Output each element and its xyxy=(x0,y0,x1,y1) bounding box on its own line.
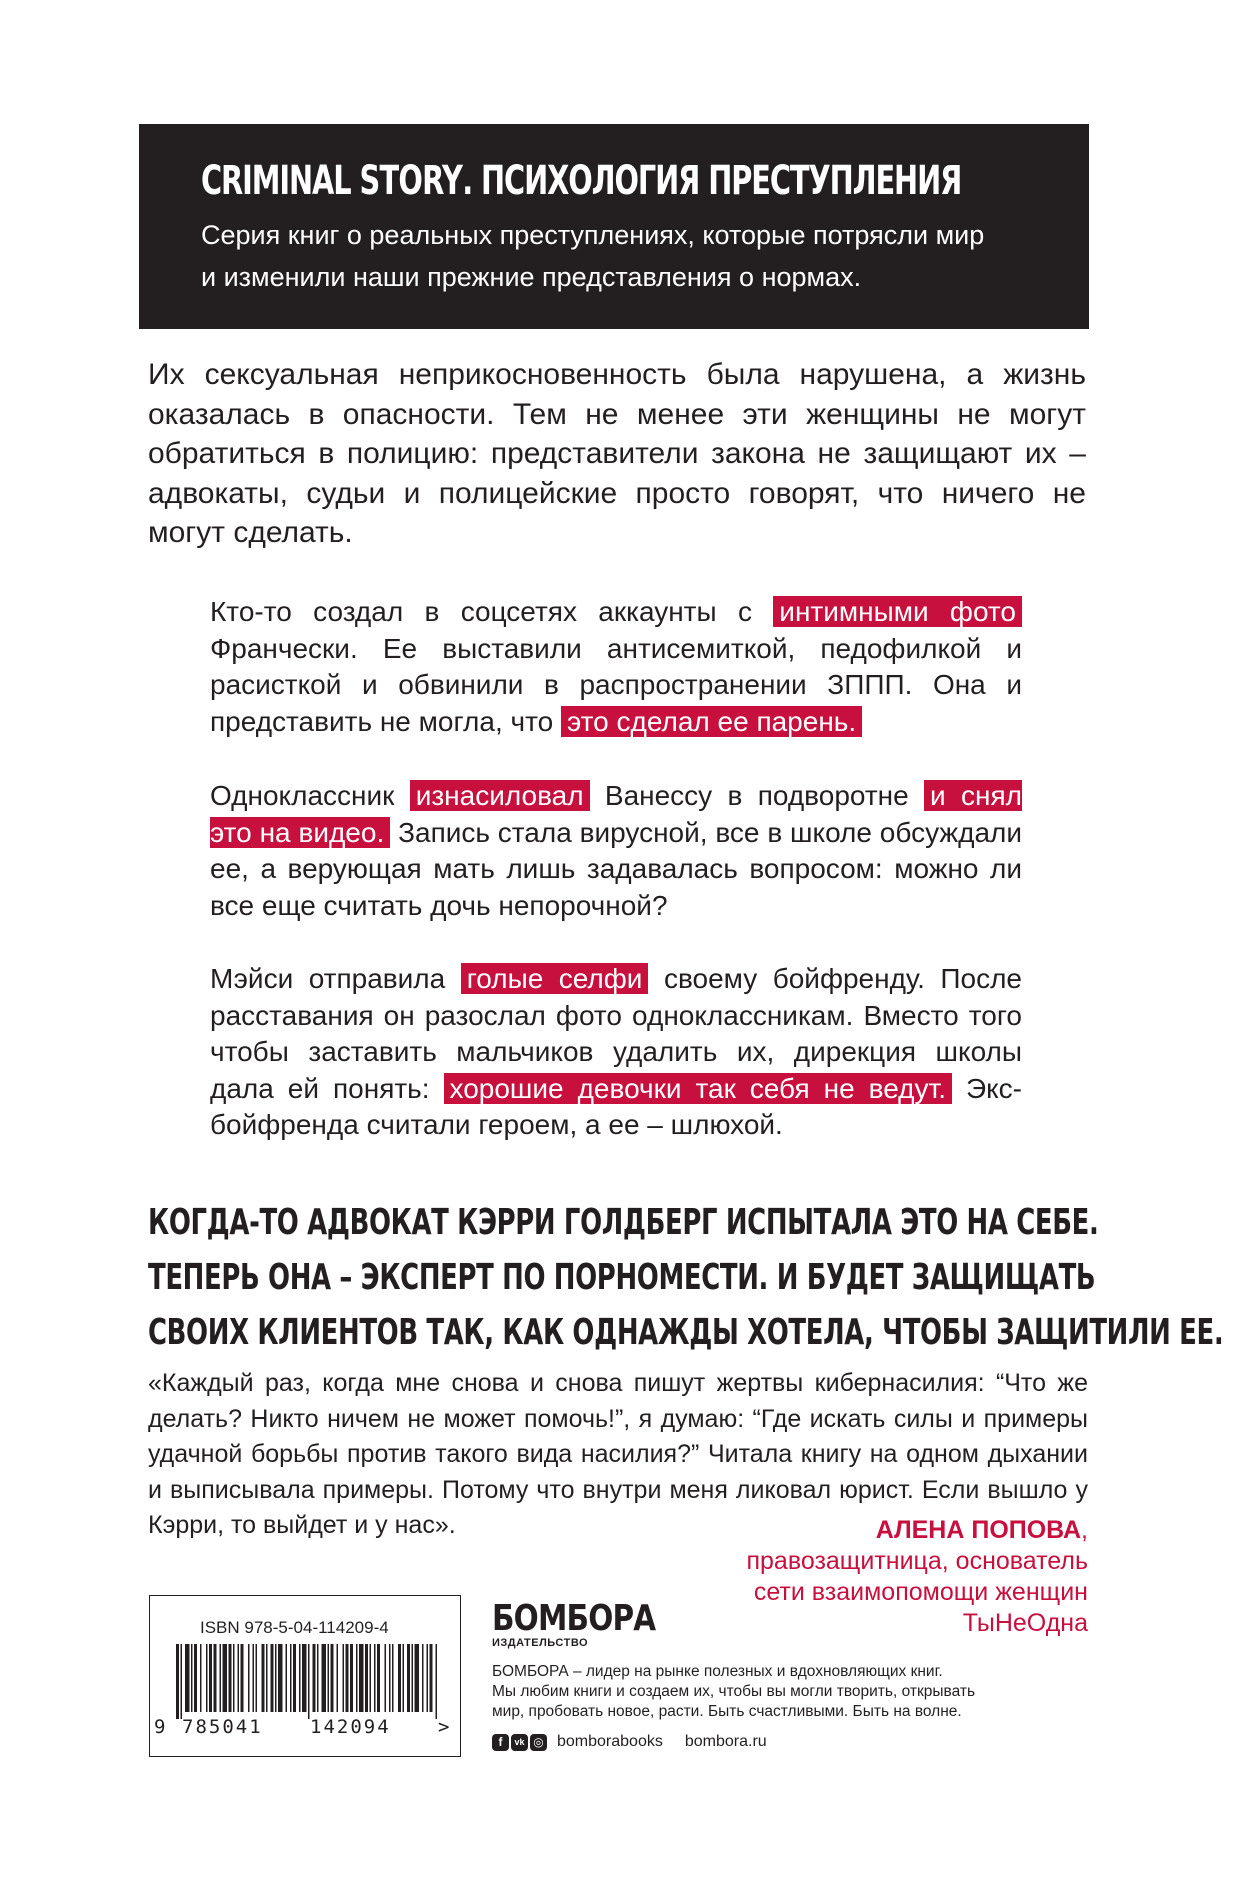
barcode-bar xyxy=(181,1644,183,1719)
attribution-name: АЛЕНА ПОПОВА xyxy=(875,1516,1082,1544)
barcode-bar xyxy=(436,1644,438,1719)
barcode-bar xyxy=(422,1644,424,1712)
barcode-bar xyxy=(220,1644,222,1712)
barcode-bar xyxy=(223,1644,228,1712)
barcode-bar xyxy=(398,1644,401,1712)
barcode-bar xyxy=(266,1644,268,1712)
barcode-bar xyxy=(343,1644,345,1712)
series-banner xyxy=(139,124,1089,329)
barcode-bars xyxy=(176,1644,438,1719)
barcode-bar xyxy=(248,1644,250,1712)
barcode-bar xyxy=(262,1644,265,1712)
barcode-bar xyxy=(290,1644,292,1712)
barcode-bar xyxy=(293,1644,296,1712)
highlight: голые селфи xyxy=(461,963,649,994)
barcode-bar xyxy=(385,1644,387,1712)
barcode-bar xyxy=(278,1644,283,1712)
barcode-bar xyxy=(359,1644,364,1712)
barcode-bar xyxy=(209,1644,212,1712)
story-maisie: Мэйси отправила голые селфи своему бойфренду. После расставания он разослал фото одноклассникам. Вместо того чтобы заставить мальчиков удалить их, дирекция школы дала ей понять: хорошие девочки так себя не ведут. Экс-бойфренда считали героем, а ее – шлюхой. xyxy=(210,963,1023,1140)
barcode-bar xyxy=(200,1644,202,1712)
social-handle[interactable]: bomborabooks xyxy=(557,1733,663,1750)
isbn-label: ISBN 978-5-04-114209-4 xyxy=(200,1618,389,1637)
barcode-bar xyxy=(271,1644,274,1712)
barcode-bar xyxy=(313,1644,316,1712)
barcode-bar xyxy=(275,1644,277,1712)
highlight: и снял это на видео. xyxy=(210,780,1022,848)
headline: КОГДА-ТО АДВОКАТ КЭРРИ ГОЛДБЕРГ ИСПЫТАЛА ЭТО НА СЕБЕ. ТЕПЕРЬ ОНА – ЭКСПЕРТ ПО ПОРНОМЕСТИ. И БУДЕТ ЗАЩИЩАТЬ СВОИХ КЛИЕНТОВ ТАК, КАК ОДНАЖДЫ ХОТЕЛА, ЧТОБЫ ЗАЩИТИЛИ ЕЕ. xyxy=(148,1202,1224,1353)
barcode-bar xyxy=(191,1644,193,1712)
barcode-bar xyxy=(427,1644,429,1712)
barcode-bar xyxy=(389,1644,391,1712)
quote-attribution: АЛЕНА ПОПОВА, правозащитница, основатель сети взаимопомощи женщин ТыНеОдна xyxy=(746,1516,1088,1637)
instagram-icon[interactable]: ◎ xyxy=(530,1734,547,1751)
barcode-bar xyxy=(302,1644,307,1712)
barcode-bar xyxy=(407,1644,410,1712)
series-title: CRIMINAL STORY. ПСИХОЛОГИЯ ПРЕСТУПЛЕНИЯ xyxy=(201,158,962,204)
testimonial-quote: «Каждый раз, когда мне снова и снова пишут жертвы кибернасилия: “Что же делать? Никто ничем не может помочь!”, я думаю: “Где искать силы и примеры удачной борьбы против такого вида насилия?” Читала книгу на одном дыхании и выписывала примеры. Потому что внутри меня ликовал юрист. Если вышло у Кэрри, то выйдет и у нас». xyxy=(148,1369,1088,1539)
intro-paragraph: Их сексуальная неприкосновенность была нарушена, а жизнь оказалась в опасности. Тем не менее эти женщины не могут обратиться в полицию: представители закона не защищают их – адвокаты, судьи и полицейские просто говорят, что ничего не могут сделать. xyxy=(148,358,1086,549)
publisher-subtitle: ИЗДАТЕЛЬСТВО xyxy=(492,1637,589,1649)
barcode-bar xyxy=(299,1644,301,1712)
barcode-bar xyxy=(308,1644,310,1719)
story-vanessa: Одноклассник изнасиловал Ванессу в подворотне и снял это на видео. Запись стала вирусной, все в школе обсуждали ее, а верующая мать лишь задавалась вопросом: можно ли все еще считать дочь непорочной? xyxy=(210,780,1023,921)
barcode-bar xyxy=(214,1644,217,1712)
publisher-logo: БОМБОРА xyxy=(492,1598,656,1639)
barcode-bar xyxy=(194,1644,197,1712)
barcode-bar xyxy=(403,1644,405,1712)
highlight: изнасиловал xyxy=(410,780,590,811)
website-link[interactable]: bombora.ru xyxy=(684,1733,767,1750)
barcode-bar xyxy=(176,1644,179,1719)
barcode-bar xyxy=(185,1644,190,1712)
barcode-bar xyxy=(253,1644,255,1712)
barcode-bar xyxy=(286,1644,288,1712)
highlight: это сделал ее парень. xyxy=(561,706,862,737)
barcode-bar xyxy=(365,1644,368,1712)
barcode-bar xyxy=(350,1644,353,1712)
barcode-bar xyxy=(328,1644,330,1712)
barcode-bar xyxy=(346,1644,349,1712)
barcode-bar xyxy=(256,1644,258,1712)
barcode-bar xyxy=(356,1644,358,1712)
series-description: Серия книг о реальных преступлениях, которые потрясли мир и изменили наши прежние представления о нормах. xyxy=(201,220,985,292)
barcode-bar xyxy=(412,1644,414,1712)
barcode-bar xyxy=(374,1644,376,1712)
barcode-bar xyxy=(370,1644,372,1712)
barcode-bar xyxy=(241,1644,244,1712)
publisher-description: БОМБОРА – лидер на рынке полезных и вдохновляющих книг. Мы любим книги и создаем их, чтобы вы могли творить, открывать мир, пробовать новое, расти. Быть счастливыми. Быть на волне. xyxy=(492,1663,976,1720)
series-title-bold: STORY xyxy=(359,158,463,204)
barcode-bar xyxy=(229,1644,232,1712)
barcode-bar xyxy=(337,1644,339,1712)
social-links xyxy=(492,1731,767,1753)
barcode: ISBN 978-5-04-114209-4 9 785041 142094 > xyxy=(149,1595,461,1757)
barcode-bar xyxy=(206,1644,208,1712)
vk-icon[interactable]: vk xyxy=(511,1734,528,1751)
barcode-bar xyxy=(238,1644,240,1712)
barcode-bar xyxy=(415,1644,420,1712)
barcode-bar xyxy=(430,1644,433,1712)
barcode-bar xyxy=(377,1644,380,1712)
highlight: хорошие девочки так себя не ведут. xyxy=(444,1073,952,1104)
barcode-bar xyxy=(317,1644,319,1712)
barcode-bar xyxy=(233,1644,235,1712)
barcode-bar xyxy=(392,1644,394,1712)
facebook-icon[interactable]: f xyxy=(492,1734,509,1751)
highlight: интимными фото xyxy=(773,596,1022,627)
barcode-bar xyxy=(322,1644,327,1712)
story-francesca: Кто-то создал в соцсетях аккаунты с интимными фото Франчески. Ее выставили антисемиткой, педофилкой и расисткой и обвинили в распространении ЗППП. Она и представить не могла, что это сделал ее парень. xyxy=(210,596,1022,737)
barcode-bar xyxy=(331,1644,334,1712)
